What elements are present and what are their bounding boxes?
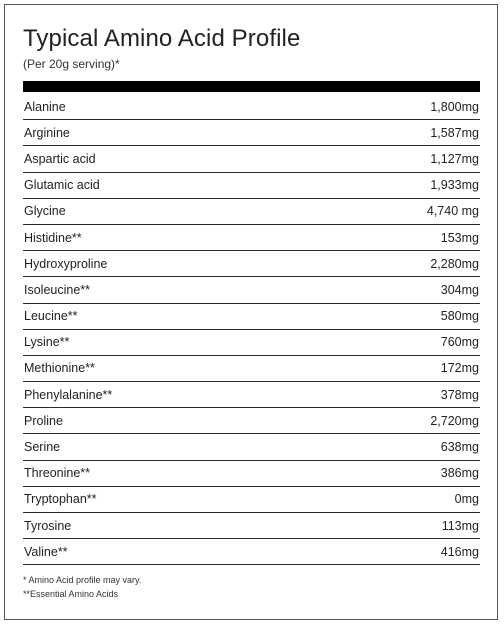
- amino-acid-amount: 1,127mg: [430, 151, 479, 166]
- amino-acid-amount: 304mg: [440, 282, 479, 297]
- amino-acid-amount: 113mg: [441, 518, 479, 533]
- amino-acid-amount: 2,720mg: [430, 413, 479, 428]
- table-row: [23, 513, 480, 539]
- table-row: [23, 539, 480, 565]
- amino-acid-amount: 2,280mg: [430, 256, 479, 271]
- table-row: [23, 434, 480, 460]
- amino-acid-name: Proline: [24, 413, 63, 428]
- amino-acid-name: Lysine**: [24, 335, 70, 350]
- amino-acid-name: Methionine**: [24, 361, 95, 376]
- table-row: [23, 461, 480, 487]
- table-row: [23, 199, 480, 225]
- amino-acid-amount: 1,587mg: [430, 125, 479, 140]
- amino-acid-name: Histidine**: [24, 230, 82, 245]
- amino-acid-name: Threonine**: [24, 466, 91, 481]
- amino-acid-profile-panel: [4, 4, 498, 620]
- amino-acid-name: Alanine: [24, 99, 66, 114]
- amino-acid-name: Tryptophan**: [24, 492, 97, 507]
- amino-acid-name: Hydroxyproline: [24, 256, 108, 271]
- table-row: [23, 277, 480, 303]
- amino-acid-amount: 378mg: [440, 387, 479, 402]
- amino-acid-name: Tyrosine: [24, 518, 72, 533]
- table-row: [23, 94, 480, 120]
- footnote-profile-may-vary: * Amino Acid profile may vary.: [23, 575, 142, 585]
- amino-acid-amount: 1,933mg: [430, 178, 479, 193]
- table-row: [23, 487, 480, 513]
- table-row: [23, 251, 480, 277]
- table-row: [23, 408, 480, 434]
- amino-acid-name: Phenylalanine**: [24, 387, 113, 402]
- table-row: [23, 120, 480, 146]
- amino-acid-name: Glycine: [24, 204, 66, 219]
- amino-acid-name: Isoleucine**: [24, 282, 91, 297]
- page-title: Typical Amino Acid Profile: [23, 25, 301, 52]
- table-row: [23, 356, 480, 382]
- header-divider-bar: [23, 81, 480, 92]
- amino-acid-amount: 153mg: [440, 230, 479, 245]
- table-row: [23, 330, 480, 356]
- amino-acid-amount: 386mg: [440, 466, 479, 481]
- amino-acid-name: Valine**: [24, 544, 68, 559]
- table-row: [23, 173, 480, 199]
- serving-subtitle: (Per 20g serving)*: [23, 57, 120, 71]
- amino-acid-amount: 416mg: [440, 544, 479, 559]
- table-row: [23, 382, 480, 408]
- amino-acid-amount: 760mg: [440, 335, 479, 350]
- table-row: [23, 225, 480, 251]
- amino-acid-table: [23, 94, 480, 565]
- amino-acid-name: Aspartic acid: [24, 151, 96, 166]
- table-row: [23, 304, 480, 330]
- amino-acid-name: Leucine**: [24, 309, 78, 324]
- amino-acid-amount: 4,740 mg: [426, 204, 479, 219]
- footnotes: [23, 573, 141, 601]
- table-row: [23, 146, 480, 172]
- amino-acid-name: Arginine: [24, 125, 70, 140]
- amino-acid-amount: 0mg: [454, 492, 479, 507]
- amino-acid-name: Serine: [24, 440, 61, 455]
- amino-acid-name: Glutamic acid: [24, 178, 100, 193]
- amino-acid-amount: 580mg: [440, 309, 479, 324]
- footnote-essential-amino-acids: **Essential Amino Acids: [23, 589, 119, 599]
- amino-acid-amount: 1,800mg: [430, 99, 479, 114]
- amino-acid-amount: 638mg: [440, 440, 479, 455]
- amino-acid-amount: 172mg: [440, 361, 479, 376]
